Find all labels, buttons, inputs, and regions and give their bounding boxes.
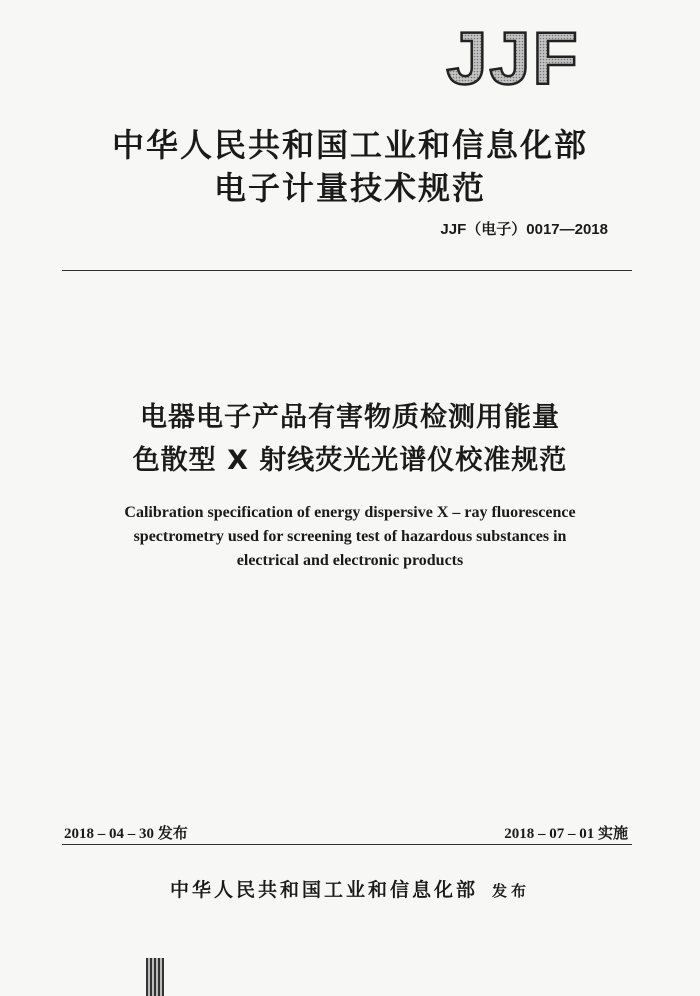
publisher-line (0, 875, 700, 902)
ministry-name: 中华人民共和国工业和信息化部 (111, 126, 588, 164)
title-english-line-2: spectrometry used for screening test of hazardous substances in (133, 528, 567, 545)
specification-category: 电子计量技术规范 (213, 169, 486, 207)
bottom-divider (62, 844, 632, 845)
standard-code: JJF（电子）0017—2018 (440, 221, 608, 238)
jjf-logo (428, 22, 598, 92)
issue-date: 2018 – 04 – 30 发布 (64, 826, 188, 842)
title-chinese-line-2: 色散型 X 射线荧光光谱仪校准规范 (132, 445, 568, 476)
title-english-line-3: electrical and electronic products (236, 552, 464, 569)
svg-text:JJF: JJF (446, 22, 580, 92)
publisher-org: 中华人民共和国工业和信息化部 (169, 879, 478, 901)
title-chinese-line-1: 电器电子产品有害物质检测用能量 (140, 402, 560, 433)
effective-date: 2018 – 07 – 01 实施 (504, 826, 628, 842)
top-divider (62, 270, 632, 271)
jjf-logo-graphic (428, 22, 598, 92)
publisher-verb: 发布 (492, 882, 531, 900)
binding-strip (146, 958, 164, 996)
title-english-line-1: Calibration specification of energy dispersive X – ray fluorescence (124, 504, 576, 521)
